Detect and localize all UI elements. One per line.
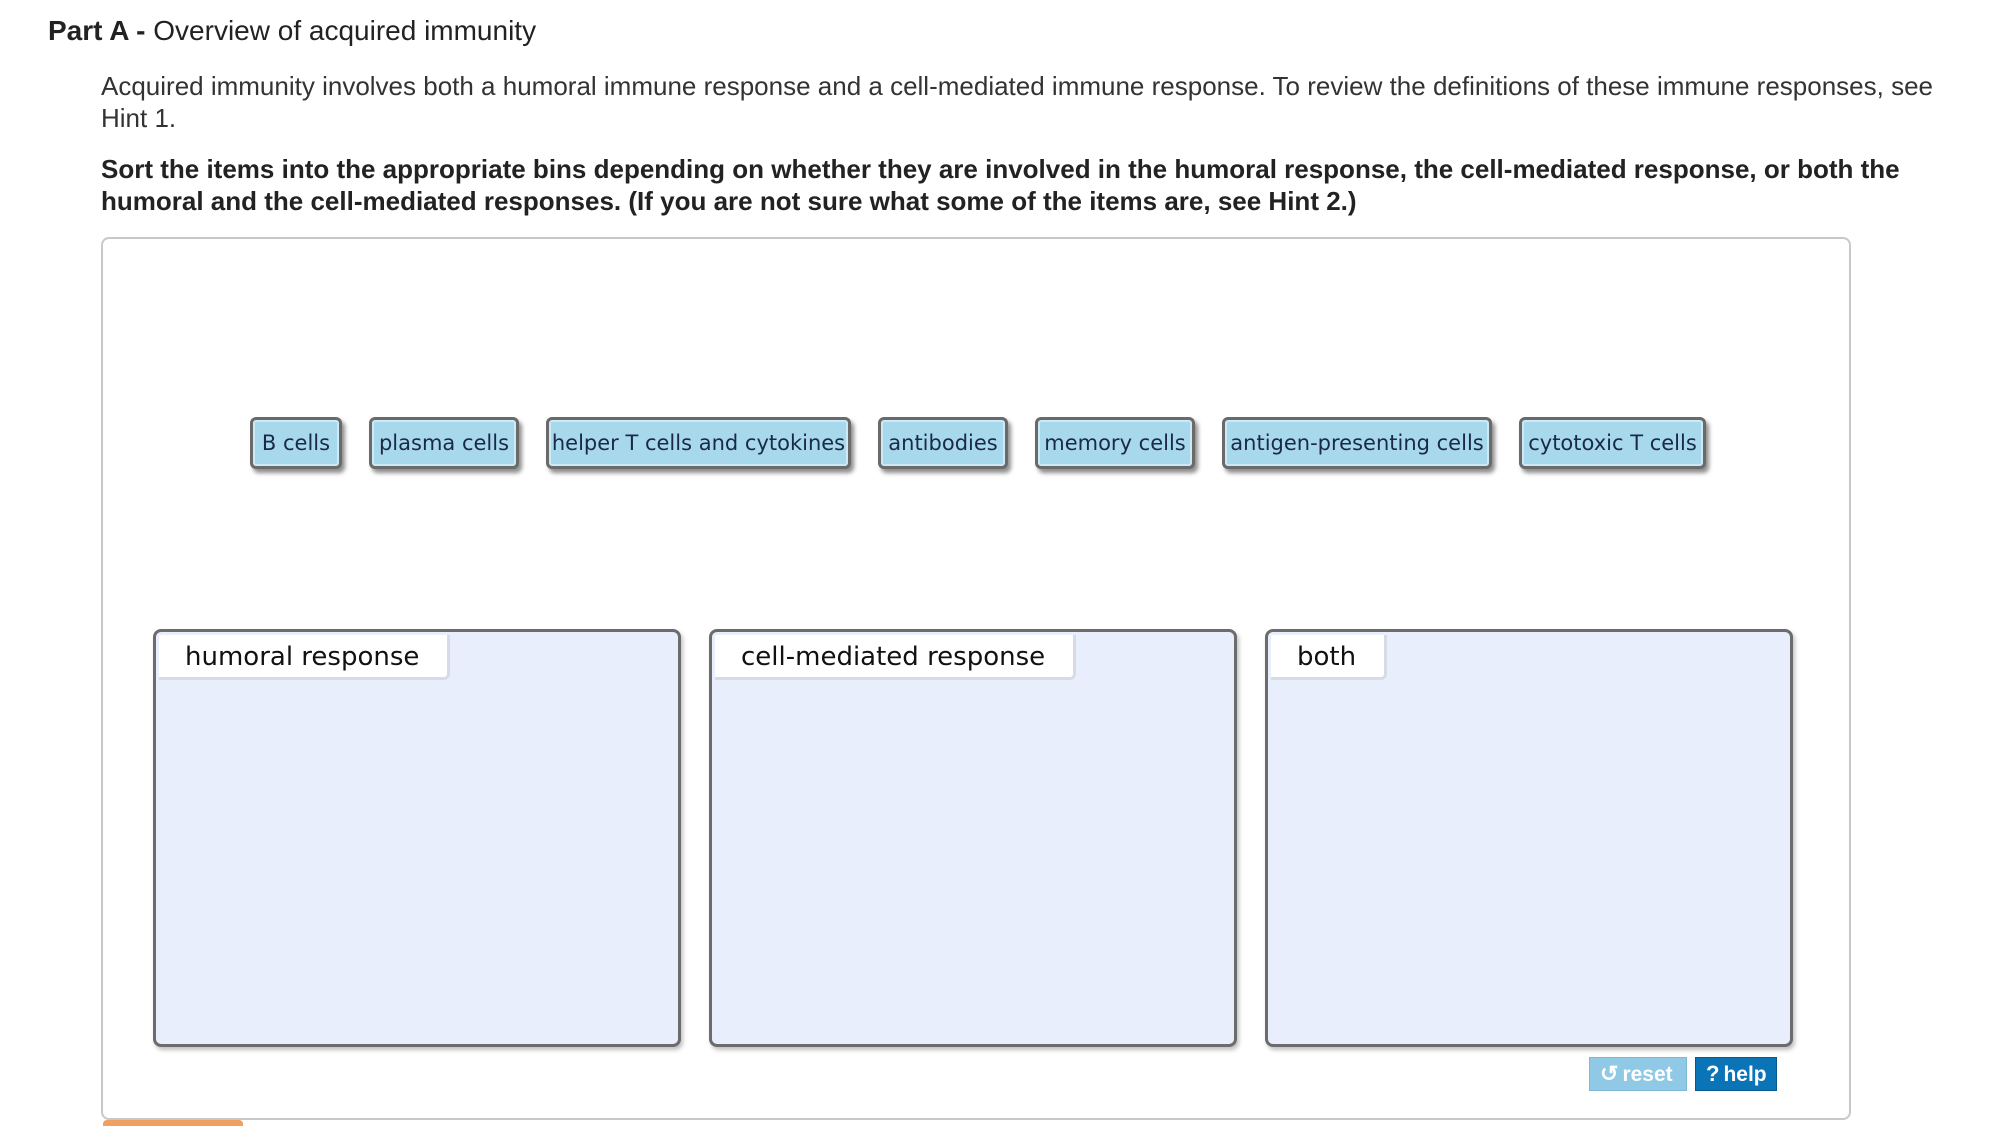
bin-both[interactable]	[1265, 629, 1793, 1047]
bin-humoral-response[interactable]	[153, 629, 681, 1047]
bin-cell-mediated-response[interactable]	[709, 629, 1237, 1047]
drag-item-antigen-presenting-cells[interactable]: antigen-presenting cells	[1222, 417, 1492, 469]
drag-item-helper-t-cells[interactable]: helper T cells and cytokines	[546, 417, 851, 469]
intro-text: Acquired immunity involves both a humoral immune response and a cell-mediated immune response. To review the definitions of these immune responses, see Hint 1.	[101, 71, 1934, 133]
drag-and-drop-panel	[101, 237, 1851, 1120]
page-title	[48, 14, 536, 48]
reset-arrow-icon: ↺	[1600, 1061, 1619, 1086]
bin-label: cell-mediated response	[715, 635, 1076, 680]
part-label: Part A -	[48, 15, 146, 46]
drag-item-b-cells[interactable]: B cells	[250, 417, 342, 469]
reset-button[interactable]	[1589, 1057, 1687, 1091]
drag-item-plasma-cells[interactable]: plasma cells	[369, 417, 519, 469]
drag-item-antibodies[interactable]: antibodies	[878, 417, 1008, 469]
question-mark-icon: ?	[1706, 1061, 1720, 1086]
drag-item-cytotoxic-t-cells[interactable]: cytotoxic T cells	[1519, 417, 1706, 469]
bin-label: both	[1271, 635, 1387, 680]
part-title: Overview of acquired immunity	[153, 15, 537, 46]
submit-button-edge[interactable]	[103, 1120, 243, 1126]
help-label: help	[1723, 1063, 1767, 1086]
instructions-text: Sort the items into the appropriate bins depending on whether they are involved in the humoral response, the cell-mediated response, or both the humoral and the cell-mediated responses. (If you are not sure what some of the items are, see Hint 2.)	[101, 154, 1900, 216]
reset-label: reset	[1622, 1063, 1673, 1086]
drag-item-memory-cells[interactable]: memory cells	[1035, 417, 1195, 469]
help-button[interactable]	[1695, 1057, 1777, 1091]
bin-label: humoral response	[159, 635, 450, 680]
